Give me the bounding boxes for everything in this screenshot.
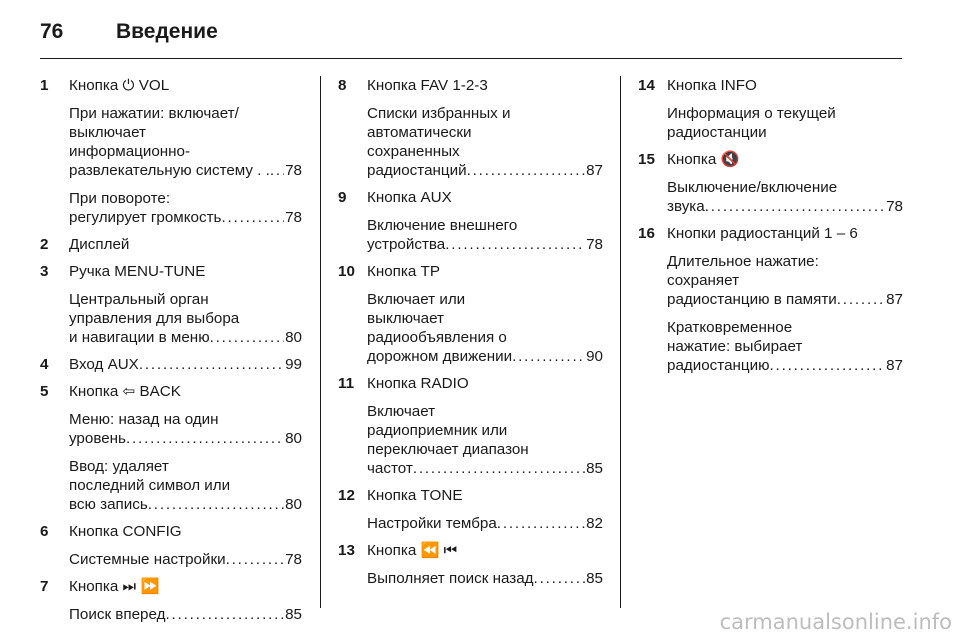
description-line: При нажатии: включает/ — [69, 105, 239, 122]
item-title: Кнопка ⏭ ⏩ — [69, 578, 160, 595]
description-text: всю запись — [69, 496, 148, 513]
item-title: Кнопка INFO — [667, 77, 757, 94]
list-item — [338, 486, 603, 533]
description-line — [69, 328, 302, 347]
description-text: регулирует громкость — [69, 209, 222, 226]
item-title: Кнопка ⏪ ⏮ — [367, 542, 458, 559]
leader-dots — [497, 514, 585, 533]
page-ref: 85 — [285, 606, 302, 623]
column-1 — [40, 76, 302, 623]
leader-dots — [467, 161, 586, 180]
item-title — [69, 355, 302, 374]
item-number: 5 — [40, 383, 49, 400]
description-line: При повороте: — [69, 190, 171, 207]
item-description — [367, 569, 603, 588]
description-line: сохраненных — [367, 143, 460, 160]
leader-dots — [226, 550, 285, 569]
item-title: Кнопки радиостанций 1 – 6 — [667, 225, 858, 242]
list-item — [338, 76, 603, 180]
description-line — [69, 605, 302, 624]
item-description — [69, 290, 302, 347]
page-ref: 78 — [285, 551, 302, 568]
page-ref: 99 — [285, 356, 302, 373]
list-item — [40, 522, 302, 569]
description-text: Выполняет поиск назад — [367, 570, 534, 587]
description-line: переключает диапазон — [367, 441, 529, 458]
description-line — [367, 235, 603, 254]
description-line — [667, 290, 903, 309]
list-item — [638, 76, 903, 142]
description-text: Поиск вперед — [69, 606, 166, 623]
item-number: 10 — [338, 263, 355, 280]
list-item — [338, 541, 603, 588]
leader-dots — [165, 605, 284, 624]
description-line — [69, 550, 302, 569]
item-title: Кнопка TONE — [367, 487, 463, 504]
description-text: радиостанцию — [667, 357, 770, 374]
description-line: Списки избранных и — [367, 105, 511, 122]
item-number: 6 — [40, 523, 49, 540]
item-title: Кнопка RADIO — [367, 375, 469, 392]
description-line — [367, 459, 603, 478]
item-description — [69, 457, 302, 514]
item-title-text: Вход AUX — [69, 356, 139, 373]
item-number: 1 — [40, 77, 49, 94]
leader-dots — [534, 569, 586, 588]
page-number: 76 — [40, 20, 64, 43]
description-line: Кратковременное — [667, 319, 793, 336]
item-number: 15 — [638, 151, 655, 168]
item-description — [667, 104, 903, 142]
item-description — [69, 605, 302, 624]
list-item — [638, 224, 903, 375]
description-line: последний символ или — [69, 477, 231, 494]
description-text: звука — [667, 198, 705, 215]
item-number: 9 — [338, 189, 347, 206]
description-line: Длительное нажатие: — [667, 253, 819, 270]
description-line: радиоприемник или — [367, 422, 508, 439]
item-title: Ручка MENU-TUNE — [69, 263, 206, 280]
item-number: 11 — [338, 375, 355, 392]
description-line: информационно- — [69, 143, 191, 160]
description-line — [69, 208, 302, 227]
description-text: и навигации в меню — [69, 329, 210, 346]
description-text: дорожном движении — [367, 348, 513, 365]
item-description — [367, 216, 603, 254]
item-description — [367, 514, 603, 533]
list-item — [338, 262, 603, 366]
leader-dots — [210, 328, 285, 347]
list-item — [40, 76, 302, 227]
leader-dots — [126, 429, 284, 448]
description-text: Системные настройки — [69, 551, 226, 568]
description-text: радиостанций — [367, 162, 467, 179]
page-ref: 87 — [886, 291, 903, 308]
description-line — [367, 347, 603, 366]
page-title: Введение — [116, 20, 218, 43]
item-description — [69, 550, 302, 569]
page-ref: 85 — [586, 460, 603, 477]
page-ref: 90 — [586, 348, 603, 365]
page-ref: 87 — [586, 162, 603, 179]
list-item — [40, 382, 302, 514]
item-number: 14 — [638, 77, 655, 94]
description-text: частот — [367, 460, 413, 477]
leader-dots — [837, 290, 885, 309]
page-ref: 82 — [586, 515, 603, 532]
page-ref: 78 — [586, 236, 603, 253]
description-line: Включение внешнего — [367, 217, 518, 234]
description-line: Выключение/включение — [667, 179, 838, 196]
column-3 — [620, 76, 903, 608]
leader-dots — [705, 197, 885, 216]
column-2 — [320, 76, 603, 608]
page-ref: 87 — [886, 357, 903, 374]
list-item — [638, 150, 903, 216]
description-text: Настройки тембра — [367, 515, 497, 532]
description-line: управления для выбора — [69, 310, 240, 327]
item-number: 13 — [338, 542, 355, 559]
page-ref: 80 — [285, 496, 302, 513]
page-ref: 85 — [586, 570, 603, 587]
item-title: Кнопка FAV 1-2-3 — [367, 77, 488, 94]
item-title: Дисплей — [69, 236, 130, 253]
description-line: Включает или — [367, 291, 466, 308]
item-title: Кнопка ⏻ VOL — [69, 77, 170, 94]
item-number: 7 — [40, 578, 49, 595]
leader-dots — [512, 347, 585, 366]
page-ref: 80 — [285, 430, 302, 447]
list-item — [40, 355, 302, 374]
page-ref: 78 — [285, 209, 302, 226]
item-title: Кнопка CONFIG — [69, 523, 182, 540]
page-header — [40, 18, 902, 59]
list-item — [40, 235, 302, 254]
item-description — [367, 402, 603, 478]
watermark: carmanualsonline.info — [719, 610, 952, 634]
description-line — [367, 161, 603, 180]
description-line: Информация о текущей — [667, 105, 836, 122]
list-item — [338, 374, 603, 478]
item-description — [367, 104, 603, 180]
description-line: нажатие: выбирает — [667, 338, 803, 355]
leader-dots — [445, 235, 585, 254]
item-title: Кнопка ⇦ BACK — [69, 383, 181, 400]
leader-dots — [270, 161, 284, 180]
item-description — [667, 252, 903, 309]
item-number: 12 — [338, 487, 355, 504]
list-item — [40, 577, 302, 624]
description-text: радиостанцию в памяти — [667, 291, 837, 308]
item-description — [667, 178, 903, 216]
leader-dots — [769, 356, 885, 375]
description-line — [667, 197, 903, 216]
leader-dots — [221, 208, 284, 227]
description-line: Ввод: удаляет — [69, 458, 169, 475]
list-item — [338, 188, 603, 254]
description-line: радиообъявления о — [367, 329, 507, 346]
item-title: Кнопка AUX — [367, 189, 452, 206]
item-description — [69, 104, 302, 180]
description-line — [667, 356, 903, 375]
description-text: развлекательную систему . . — [69, 162, 270, 179]
leader-dots — [148, 495, 284, 514]
item-title: Кнопка 🔇 — [667, 151, 740, 168]
leader-dots — [139, 355, 284, 374]
item-description — [667, 318, 903, 375]
description-text: уровень — [69, 430, 126, 447]
description-line — [367, 514, 603, 533]
item-description — [367, 290, 603, 366]
page-ref: 80 — [285, 329, 302, 346]
description-line: выключает — [367, 310, 444, 327]
description-line: Включает — [367, 403, 436, 420]
item-description — [69, 189, 302, 227]
item-number: 4 — [40, 356, 49, 373]
item-number: 16 — [638, 225, 655, 242]
page-ref: 78 — [285, 162, 302, 179]
item-description — [69, 410, 302, 448]
description-line: Меню: назад на один — [69, 411, 219, 428]
description-line: сохраняет — [667, 272, 740, 289]
description-line: выключает — [69, 124, 146, 141]
item-number: 8 — [338, 77, 347, 94]
item-title: Кнопка TP — [367, 263, 440, 280]
description-line — [367, 569, 603, 588]
list-item — [40, 262, 302, 347]
description-line: радиостанции — [667, 124, 767, 141]
page-ref: 78 — [886, 198, 903, 215]
item-number: 2 — [40, 236, 49, 253]
item-number: 3 — [40, 263, 49, 280]
leader-dots — [413, 459, 585, 478]
description-text: устройства — [367, 236, 446, 253]
description-line: автоматически — [367, 124, 472, 141]
description-line — [69, 495, 302, 514]
description-line — [69, 429, 302, 448]
description-line: Центральный орган — [69, 291, 209, 308]
description-line — [69, 161, 302, 180]
